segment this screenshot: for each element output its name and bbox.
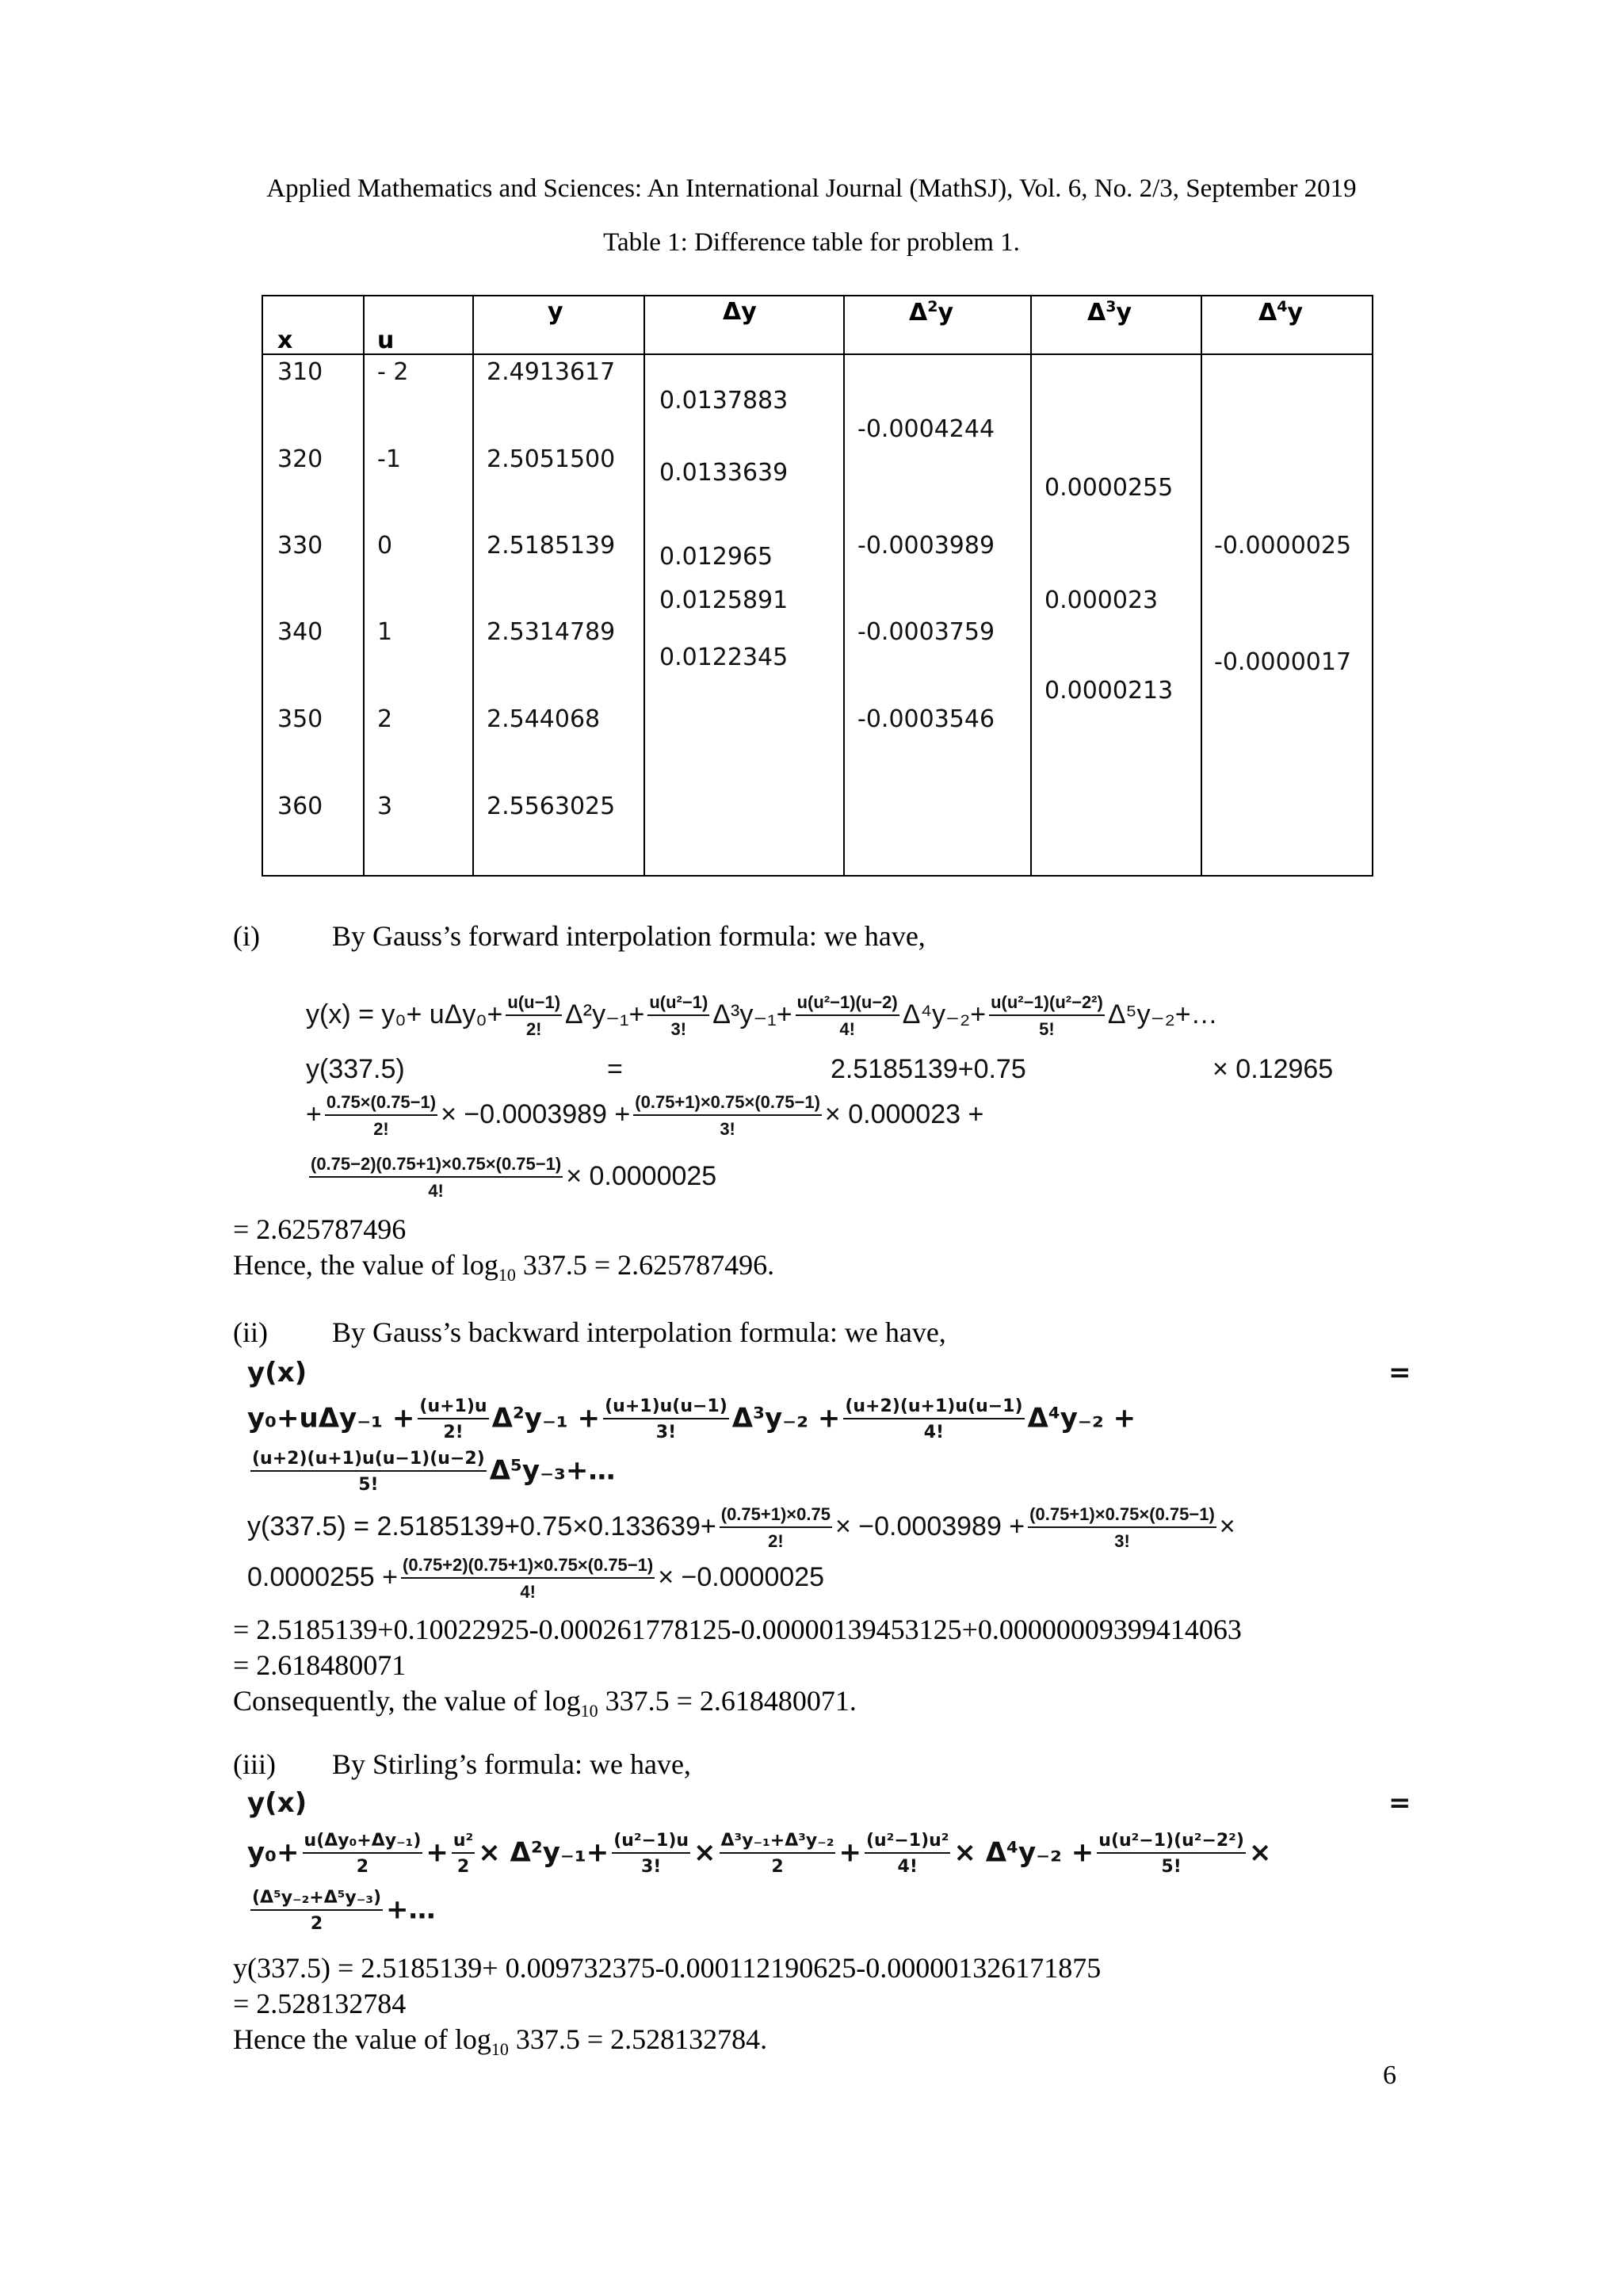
cell-delta1: 0.012965 [659,543,773,571]
section-ii-line2: = 2.618480071 [233,1649,407,1681]
header-x: x [277,327,293,354]
cell-x: 340 [277,618,323,646]
cell-u: - 2 [377,358,409,386]
gauss-backward-substitution: y(337.5) = 2.5185139+0.75×0.133639+ $\frac{(0.75+1)\times 0.75}{2!}$ × −0.0003989 + $\frac{(0.75+1)\times 0.75\times(0.75-1)}{3!}$ × [247,1504,1235,1551]
cell-y: 2.5051500 [487,445,616,473]
cell-u: 0 [377,532,393,560]
cell-delta3: 0.000023 [1044,586,1159,614]
cell-delta2: -0.0003989 [857,532,995,560]
header-delta4-y: $\Delta^4y$ [1258,298,1304,327]
gauss-forward-formula: y(x) = y₀+ uΔy₀+ $\frac{u(u-1)}{2!}$ Δ²y₋₁+ $\frac{\text{u(u²−1)}}{3!}$ Δ³y₋₁+ $\frac{\text{u(u²−1)(u−2)}}{4!}$ Δ⁴y₋₂+ $\frac{\text{u(u²−1)(u²−2²)}}{5!}$ Δ⁵y₋₂+… [306,992,1218,1039]
equals-sign: = [1388,1357,1411,1389]
section-i-conclusion: Hence, the value of $\log_{10} 337.5 = 2.625787496$. [233,1249,775,1286]
page-number: 6 [1383,2061,1396,2090]
section-ii-conclusion: Consequently, the value of $\log_{10} 337.5 = 2.618480071$. [233,1685,857,1721]
cell-y: 2.5563025 [487,793,616,820]
equals-sign: = [1388,1787,1411,1819]
cell-x: 350 [277,705,323,733]
section-i-heading: (i) By Gauss’s forward interpolation formula: we have, [233,920,926,952]
cell-u: 3 [377,793,393,820]
cell-delta1: 0.0137883 [659,387,789,415]
header-y: y [548,298,563,326]
gauss-forward-substitution: y(337.5) [306,1054,405,1084]
section-i-result: = 2.625787496 [233,1213,407,1245]
difference-table [262,295,1373,877]
cell-delta3: 0.0000255 [1044,474,1174,502]
stirling-lhs: y(x) [247,1787,307,1819]
stirling-formula-cont: $\frac{\text{(Δ⁵y₋₂+Δ⁵y₋₃)}}{2}$ +… [252,1888,436,1934]
running-header: Applied Mathematics and Sciences: An International Journal (MathSJ), Vol. 6, No. 2/3, September 2019 [266,174,1357,203]
cell-delta2: -0.0004244 [857,415,995,443]
gauss-forward-last-term: $\frac{(0.75-2)(0.75+1)\times 0.75\times(0.75-1)}{4!}$ × 0.0000025 [311,1154,717,1201]
substitution-term: 2.5185139+0.75 [831,1054,1026,1084]
gauss-backward-formula: y₀+uΔy₋₁ + $\frac{(u+1)u}{2!}$ Δ²y₋₁ + $\frac{(u+1)u(u-1)}{3!}$ Δ³y₋₂ + $\frac{(u+2)(u+1)u(u-1)}{4!}$ Δ⁴y₋₂ + [247,1396,1136,1442]
cell-y: 2.544068 [487,705,601,733]
cell-x: 360 [277,793,323,820]
cell-y: 2.5314789 [487,618,616,646]
cell-y: 2.4913617 [487,358,616,386]
cell-delta4: -0.0000025 [1214,532,1352,560]
section-iii-conclusion: Hence the value of $\log_{10} 337.5 = 2.528132784$. [233,2023,768,2060]
gauss-forward-terms: + $\frac{0.75\times(0.75-1)}{2!}$ × −0.0003989 + $\frac{(0.75+1)\times 0.75\times(0.75-1)}{3!}$ × 0.000023 + [306,1092,984,1139]
cell-delta1: 0.0125891 [659,586,789,614]
gauss-backward-formula-cont: $\frac{(u+2)(u+1)u(u-1)(u-2)}{5!}$ Δ⁵y₋₃+… [252,1449,616,1495]
stirling-formula: y₀+ $\frac{\text{u(Δy₀+Δy₋₁)}}{2}$ + $\frac{\text{u²}}{2}$ × Δ²y₋₁+ $\frac{\text{(u²−1)u}}{3!}$ × $\frac{\text{Δ³y₋₁+Δ³y₋₂}}{2}$ + $\frac{\text{(u²−1)u²}}{4!}$ × Δ⁴y₋₂ + $\frac{\text{u(u²−1)(u²−2²)}}{5!}$ × [247,1831,1272,1877]
header-delta2-y: $\Delta^2y$ [909,298,954,327]
section-iii-heading: (iii) By Stirling’s formula: we have, [233,1748,691,1780]
equals-sign: = [607,1054,623,1084]
substitution-factor: × 0.12965 [1212,1054,1334,1084]
cell-u: 1 [377,618,393,646]
header-delta3-y: $\Delta^3y$ [1087,298,1132,327]
cell-delta2: -0.0003759 [857,618,995,646]
cell-x: 310 [277,358,323,386]
cell-y: 2.5185139 [487,532,616,560]
gauss-backward-lhs: y(x) [247,1357,307,1389]
cell-delta1: 0.0133639 [659,459,789,487]
cell-delta3: 0.0000213 [1044,677,1174,705]
section-iii-line1: y(337.5) = 2.5185139+ 0.009732375-0.000112190625-0.000001326171875 [233,1952,1102,1984]
section-ii-line1: = 2.5185139+0.10022925-0.000261778125-0.00000139453125+0.00000009399414063 [233,1614,1242,1645]
cell-x: 320 [277,445,323,473]
table-caption: Table 1: Difference table for problem 1. [603,228,1020,257]
cell-u: 2 [377,705,393,733]
section-ii-heading: (ii) By Gauss’s backward interpolation formula: we have, [233,1316,946,1348]
gauss-backward-substitution-cont: 0.0000255 + $\frac{(0.75+2)(0.75+1)\times 0.75\times(0.75-1)}{4!}$ × −0.0000025 [247,1555,825,1602]
cell-delta1: 0.0122345 [659,644,789,671]
cell-x: 330 [277,532,323,560]
section-iii-line2: = 2.528132784 [233,1988,407,2019]
header-delta-y: Δy [723,298,757,326]
cell-delta4: -0.0000017 [1214,648,1352,676]
cell-delta2: -0.0003546 [857,705,995,733]
cell-u: -1 [377,445,401,473]
header-u: u [377,327,395,354]
